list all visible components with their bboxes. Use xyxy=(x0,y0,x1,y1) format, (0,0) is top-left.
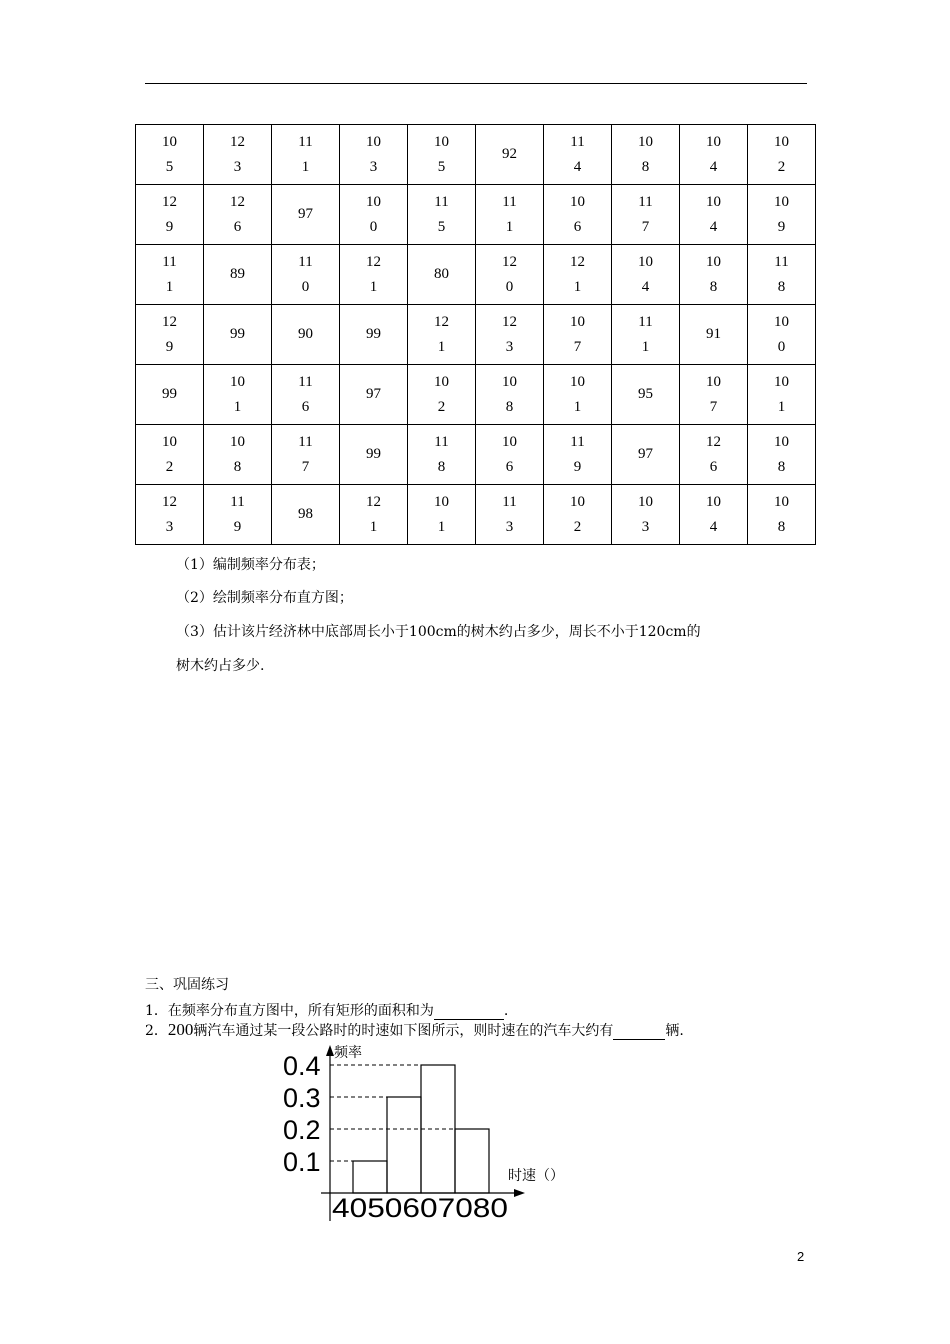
cell-text: 8 xyxy=(641,158,650,175)
y-tick-label: 0.4 xyxy=(283,1051,321,1081)
cell-text: 10 xyxy=(638,493,653,510)
cell-text: 95 xyxy=(638,386,653,402)
cell-text: 4 xyxy=(709,158,718,175)
cell-text: 90 xyxy=(298,326,313,342)
cell-text: 0 xyxy=(777,338,786,355)
cell-text: 12 xyxy=(162,313,177,330)
cell-text: 1 xyxy=(301,158,310,175)
cell-text: 5 xyxy=(437,158,446,175)
cell-text: 99 xyxy=(366,326,381,342)
cell-text: 8 xyxy=(233,458,242,475)
cell-text: 5 xyxy=(437,218,446,235)
cell-text: 92 xyxy=(502,146,517,162)
bar xyxy=(455,1129,489,1193)
question-3-line-1: （3）估计该片经济林中底部周长小于100cm的树木约占多少，周长不小于120cm的 xyxy=(176,624,701,640)
cell-text: 10 xyxy=(774,133,789,150)
cell-text: 10 xyxy=(774,193,789,210)
cell-text: 6 xyxy=(233,218,242,235)
y-tick-label: 0.1 xyxy=(283,1147,321,1177)
cell-text: 11 xyxy=(298,433,313,450)
cell-text: 10 xyxy=(706,253,721,270)
cell-text: 97 xyxy=(366,386,381,402)
question-3-line-2: 树木约占多少. xyxy=(176,658,265,674)
cell-text: 3 xyxy=(369,158,378,175)
cell-text: 97 xyxy=(298,206,313,222)
bar xyxy=(387,1097,421,1193)
exercise-2-number: 200 xyxy=(167,1020,194,1039)
cell-text: 11 xyxy=(638,313,653,330)
cell-text: 11 xyxy=(434,433,449,450)
cell-text: 7 xyxy=(709,398,718,415)
cell-text: 11 xyxy=(502,493,517,510)
y-axis-arrow xyxy=(326,1045,334,1056)
cell-text: 10 xyxy=(638,253,653,270)
cell-text: 91 xyxy=(706,326,721,342)
exercise-1-text: 1．在频率分布直方图中，所有矩形的面积和为 xyxy=(145,1003,434,1019)
cell-text: 1 xyxy=(165,278,174,295)
cell-text: 6 xyxy=(573,218,582,235)
cell-text: 5 xyxy=(165,158,174,175)
cell-text: 10 xyxy=(774,433,789,450)
cell-text: 12 xyxy=(230,133,245,150)
cell-text: 10 xyxy=(230,373,245,390)
cell-text: 6 xyxy=(505,458,514,475)
page-number: 2 xyxy=(797,1249,805,1264)
cell-text: 12 xyxy=(366,493,381,510)
question-1: （1）编制频率分布表； xyxy=(176,557,325,573)
cell-text: 12 xyxy=(434,313,449,330)
cell-text: 8 xyxy=(505,398,514,415)
exercise-2-text: 辆汽车通过某一段公路时的时速如下图所示，则时速在的汽车大约有 xyxy=(193,1023,614,1039)
cell-text: 1 xyxy=(777,398,786,415)
cell-text: 10 xyxy=(434,493,449,510)
y-tick-label: 0.3 xyxy=(283,1083,321,1113)
cell-text: 11 xyxy=(298,133,313,150)
exercise-1-end: . xyxy=(503,1003,509,1019)
cell-text: 12 xyxy=(502,253,517,270)
section-title: 三、巩固练习 xyxy=(145,977,229,993)
cell-text: 1 xyxy=(573,398,582,415)
cell-text: 10 xyxy=(502,433,517,450)
cell-text: 99 xyxy=(230,326,245,342)
x-axis-arrow xyxy=(514,1189,525,1197)
cell-text: 9 xyxy=(573,458,582,475)
cell-text: 11 xyxy=(502,193,517,210)
cell-text: 6 xyxy=(709,458,718,475)
cell-text: 10 xyxy=(502,373,517,390)
cell-text: 10 xyxy=(706,193,721,210)
cell-text: 10 xyxy=(706,133,721,150)
dashed-guides xyxy=(330,1065,455,1161)
cell-text: 10 xyxy=(706,373,721,390)
cell-text: 10 xyxy=(434,373,449,390)
cell-text: 6 xyxy=(301,398,310,415)
cell-text: 11 xyxy=(638,193,653,210)
cell-text: 1 xyxy=(369,278,378,295)
cell-text: 10 xyxy=(570,493,585,510)
exercise-2-end: 辆. xyxy=(665,1023,684,1039)
cell-text: 80 xyxy=(434,266,449,282)
exercise-2-prefix: 2． xyxy=(145,1023,168,1039)
y-tick-label: 0.2 xyxy=(283,1115,321,1145)
cell-text: 10 xyxy=(366,133,381,150)
cell-text: 9 xyxy=(165,338,174,355)
cell-text: 3 xyxy=(505,518,514,535)
cell-text: 9 xyxy=(233,518,242,535)
cell-text: 2 xyxy=(777,158,786,175)
cell-text: 2 xyxy=(437,398,446,415)
cell-text: 10 xyxy=(230,433,245,450)
cell-text: 1 xyxy=(505,218,514,235)
y-tick-labels xyxy=(283,1051,321,1177)
cell-text: 7 xyxy=(301,458,310,475)
cell-text: 98 xyxy=(298,506,313,522)
cell-text: 2 xyxy=(165,458,174,475)
cell-text: 11 xyxy=(570,133,585,150)
cell-text: 3 xyxy=(505,338,514,355)
cell-text: 11 xyxy=(162,253,177,270)
cell-text: 10 xyxy=(434,133,449,150)
cell-text: 12 xyxy=(230,193,245,210)
cell-text: 9 xyxy=(165,218,174,235)
cell-text: 4 xyxy=(641,278,650,295)
cell-text: 10 xyxy=(774,373,789,390)
cell-text: 10 xyxy=(162,433,177,450)
cell-text: 10 xyxy=(570,193,585,210)
cell-text: 7 xyxy=(573,338,582,355)
cell-text: 12 xyxy=(162,493,177,510)
cell-text: 10 xyxy=(706,493,721,510)
cell-text: 4 xyxy=(573,158,582,175)
cell-text: 11 xyxy=(434,193,449,210)
cell-text: 97 xyxy=(638,446,653,462)
cell-text: 8 xyxy=(437,458,446,475)
cell-text: 2 xyxy=(573,518,582,535)
cell-text: 10 xyxy=(162,133,177,150)
question-2: （2）绘制频率分布直方图； xyxy=(176,590,353,606)
x-axis-label: 时速（） xyxy=(508,1168,564,1184)
cell-text: 0 xyxy=(369,218,378,235)
x-tick-labels: 4050607080 xyxy=(332,1193,508,1223)
cell-text: 99 xyxy=(162,386,177,402)
cell-text: 10 xyxy=(570,313,585,330)
cell-text: 1 xyxy=(437,338,446,355)
cell-text: 3 xyxy=(641,518,650,535)
cell-text: 11 xyxy=(570,433,585,450)
cell-text: 1 xyxy=(573,278,582,295)
cell-text: 1 xyxy=(641,338,650,355)
cell-text: 8 xyxy=(777,458,786,475)
cell-text: 10 xyxy=(774,313,789,330)
cell-text: 9 xyxy=(777,218,786,235)
cell-text: 1 xyxy=(233,398,242,415)
cell-text: 11 xyxy=(230,493,245,510)
cell-text: 8 xyxy=(777,518,786,535)
cell-text: 12 xyxy=(570,253,585,270)
bar xyxy=(353,1161,387,1193)
cell-text: 1 xyxy=(369,518,378,535)
cell-text: 7 xyxy=(641,218,650,235)
cell-text: 12 xyxy=(366,253,381,270)
cell-text: 11 xyxy=(774,253,789,270)
cell-text: 8 xyxy=(709,278,718,295)
cell-text: 4 xyxy=(709,518,718,535)
cell-text: 12 xyxy=(706,433,721,450)
cell-text: 11 xyxy=(298,253,313,270)
cell-text: 10 xyxy=(774,493,789,510)
cell-text: 10 xyxy=(570,373,585,390)
cell-text: 10 xyxy=(638,133,653,150)
cell-text: 11 xyxy=(298,373,313,390)
cell-text: 3 xyxy=(233,158,242,175)
cell-text: 4 xyxy=(709,218,718,235)
cell-text: 0 xyxy=(505,278,514,295)
cell-text: 8 xyxy=(777,278,786,295)
cell-text: 0 xyxy=(301,278,310,295)
cell-text: 12 xyxy=(162,193,177,210)
cell-text: 89 xyxy=(230,266,245,282)
cell-text: 10 xyxy=(366,193,381,210)
y-axis-label: 频率 xyxy=(334,1045,362,1061)
cell-text: 3 xyxy=(165,518,174,535)
cell-text: 99 xyxy=(366,446,381,462)
cell-text: 1 xyxy=(437,518,446,535)
cell-text: 12 xyxy=(502,313,517,330)
